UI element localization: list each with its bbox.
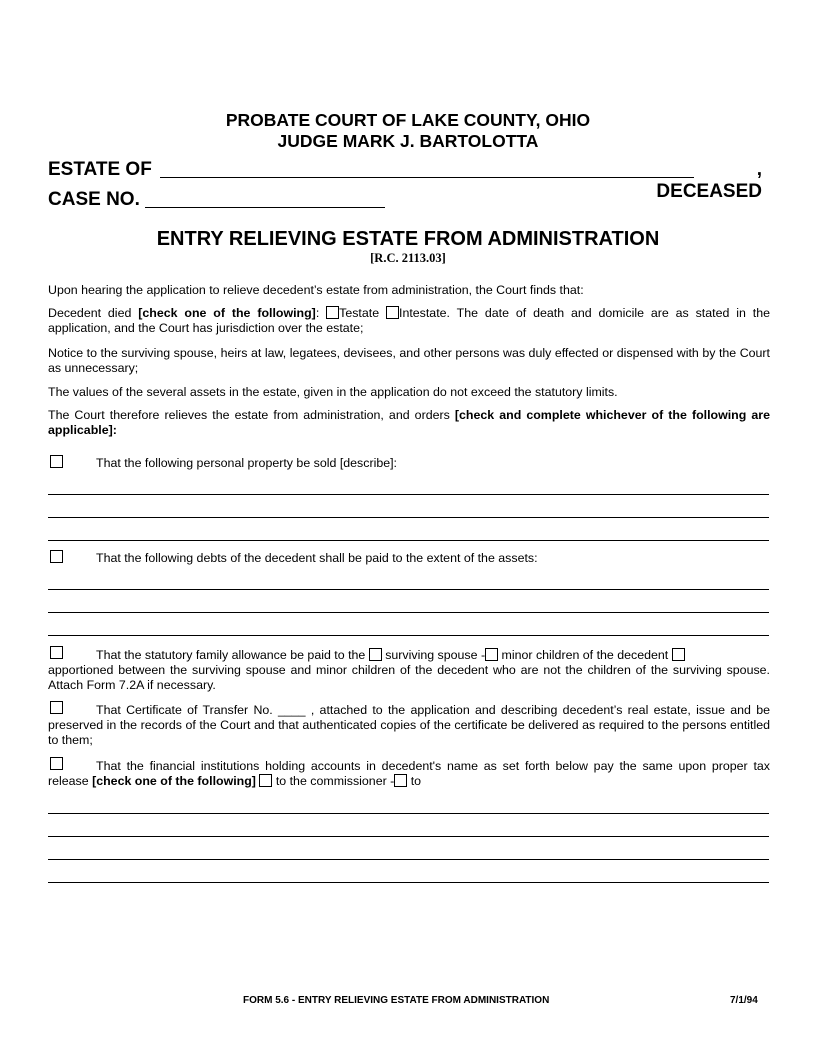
statute-reference: [R.C. 2113.03]	[370, 251, 446, 265]
personal-property-label: That the following personal property be sold [describe]:	[96, 456, 397, 470]
intestate-label: Intestate.	[399, 306, 450, 320]
estate-label: ESTATE OF	[48, 159, 152, 180]
debts-line-1[interactable]	[48, 589, 769, 590]
died-prefix: Decedent died	[48, 306, 139, 320]
form-number: FORM 5.6 - ENTRY RELIEVING ESTATE FROM ADMINISTRATION	[243, 995, 550, 1006]
to-checkbox[interactable]	[394, 774, 407, 787]
died-instruction: [check one of the following]	[138, 306, 316, 320]
debts-label: That the following debts of the decedent shall be paid to the extent of the assets:	[96, 551, 538, 565]
case-label: CASE NO.	[48, 189, 140, 210]
personal-property-line-3[interactable]	[48, 540, 769, 541]
surviving-spouse-label: surviving spouse -	[385, 648, 486, 662]
died-rest: The date of death and domicile are as stated in the application, and the Court has jurisdiction over the estate;	[48, 306, 770, 335]
to-label: to	[410, 774, 422, 788]
judge-name: JUDGE MARK J. BARTOLOTTA	[277, 131, 539, 151]
certificate-paragraph: That Certificate of Transfer No. ____ , attached to the application and describing decedent’s real estate, issue and be preserved in the records of the Court and that authenticated copies of the certificate be delivered as required to the persons entitled to them;	[48, 703, 770, 747]
commissioner-label: to the commissioner -	[275, 774, 395, 788]
values-paragraph: The values of the several assets in the estate, given in the application do not exceed the statutory limits.	[48, 385, 618, 399]
personal-property-checkbox[interactable]	[50, 455, 63, 468]
testate-label: Testate	[339, 306, 380, 320]
minor-children-checkbox[interactable]	[485, 648, 498, 661]
financial-line-3[interactable]	[48, 859, 769, 860]
intestate-checkbox[interactable]	[386, 306, 399, 319]
family-allowance-line	[96, 648, 770, 663]
personal-property-line-2[interactable]	[48, 517, 769, 518]
died-colon: :	[315, 306, 320, 320]
intro-paragraph: Upon hearing the application to relieve decedent’s estate from administration, the Court finds that:	[48, 283, 584, 297]
apportioned-checkbox[interactable]	[672, 648, 685, 661]
estate-name-field[interactable]	[160, 177, 694, 178]
financial-institutions-paragraph	[48, 759, 770, 789]
orders-instruction: [check and complete whichever of the following are applicable]:	[48, 408, 770, 437]
notice-paragraph: Notice to the surviving spouse, heirs at law, legatees, devisees, and other persons was duly effected or dispensed with by the Court as unnecessary;	[48, 346, 770, 375]
deceased-label: , DECEASED	[656, 159, 762, 202]
financial-line-2[interactable]	[48, 836, 769, 837]
orders-prefix: The Court therefore relieves the estate from administration, and orders	[48, 408, 455, 422]
commissioner-checkbox[interactable]	[259, 774, 272, 787]
family-allowance-rest: apportioned between the surviving spouse and minor children of the decedent who are not the children of the surviving spouse. Attach Form 7.2A if necessary.	[48, 663, 770, 692]
form-date: 7/1/94	[730, 995, 758, 1006]
financial-line-1[interactable]	[48, 813, 769, 814]
debts-checkbox[interactable]	[50, 550, 63, 563]
minor-children-label: minor children of the decedent	[501, 648, 669, 662]
family-allowance-label: That the statutory family allowance be paid to the	[96, 648, 366, 662]
case-number-field[interactable]	[145, 207, 385, 208]
court-name: PROBATE COURT OF LAKE COUNTY, OHIO	[225, 110, 591, 130]
document-title: ENTRY RELIEVING ESTATE FROM ADMINISTRATION	[156, 228, 660, 250]
case-caption	[48, 188, 448, 212]
debts-line-2[interactable]	[48, 612, 769, 613]
orders-paragraph	[48, 408, 770, 438]
financial-instruction: [check one of the following]	[92, 774, 256, 788]
family-allowance-checkbox[interactable]	[50, 646, 63, 659]
financial-line-4[interactable]	[48, 882, 769, 883]
testate-checkbox[interactable]	[326, 306, 339, 319]
personal-property-line-1[interactable]	[48, 494, 769, 495]
financial-label: That the financial institutions holding accounts in decedent's name as set forth below pay the same upon proper tax release	[48, 759, 770, 788]
decedent-died-paragraph	[48, 306, 770, 336]
debts-line-3[interactable]	[48, 635, 769, 636]
surviving-spouse-checkbox[interactable]	[369, 648, 382, 661]
